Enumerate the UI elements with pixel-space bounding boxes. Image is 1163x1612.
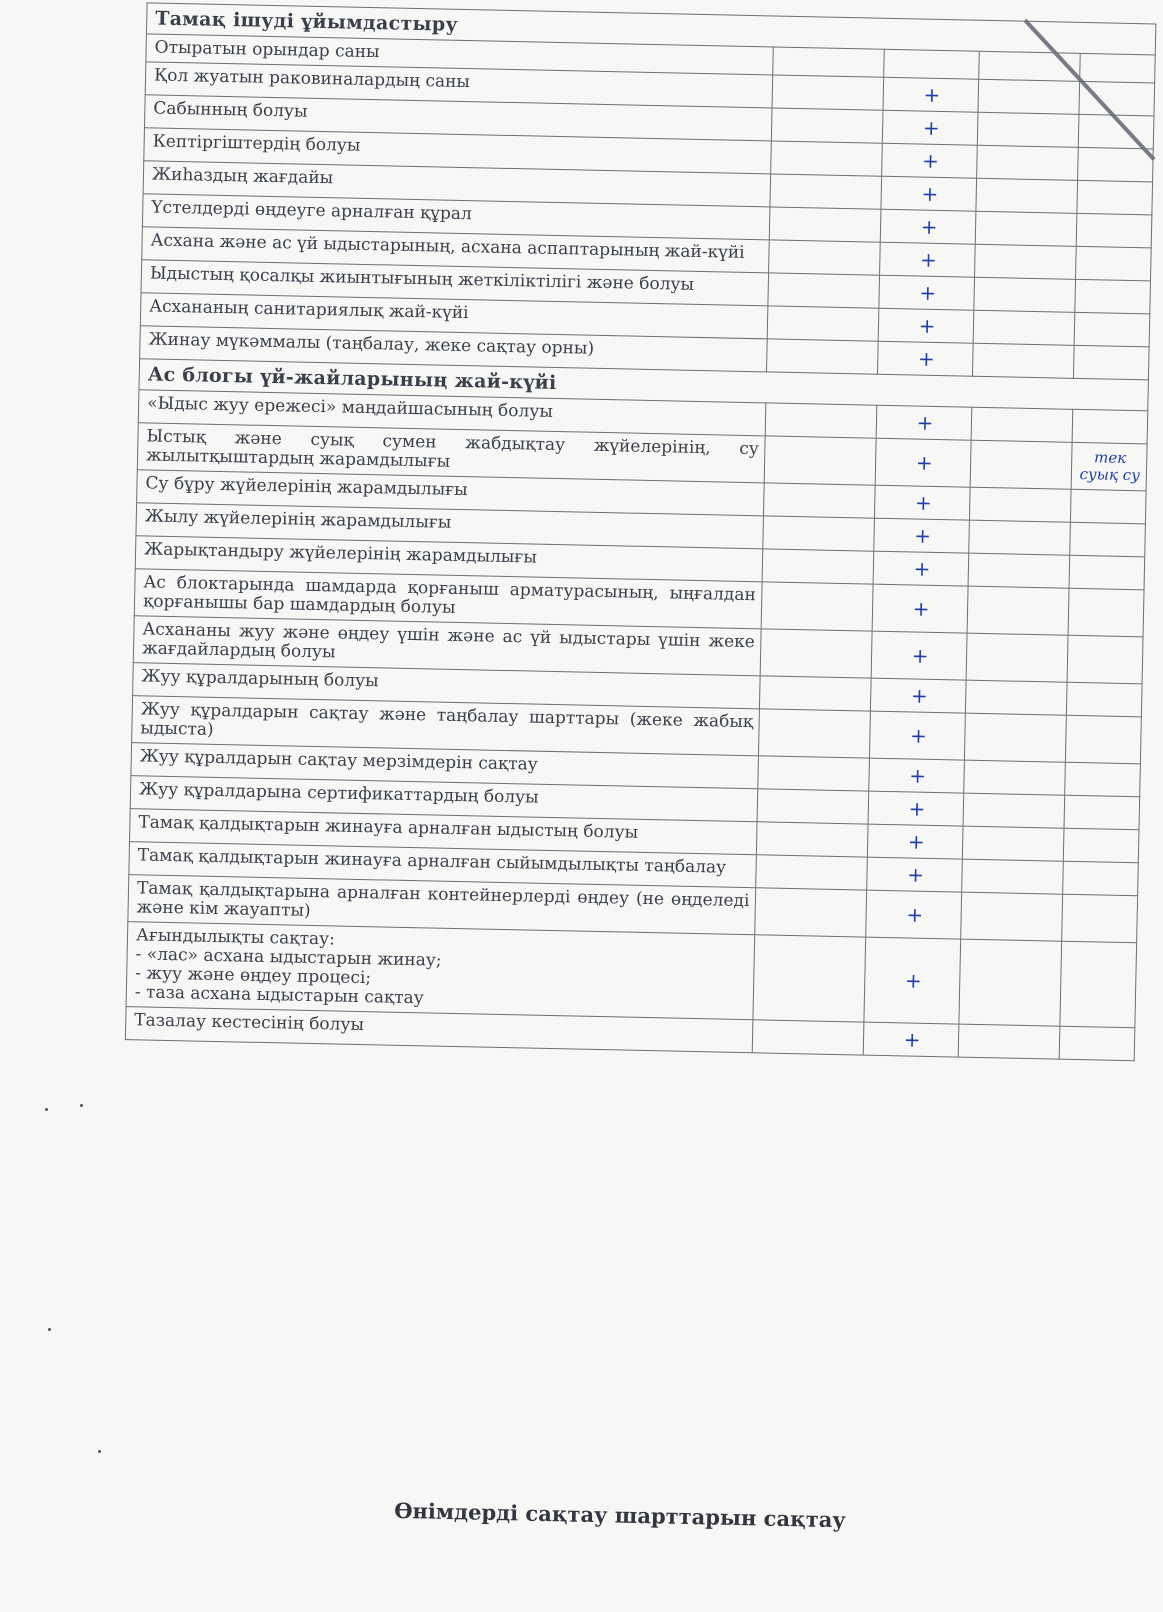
criterion-text: Тазалау кестесінің болуы (125, 1007, 753, 1053)
handwritten-plus-mark: + (917, 346, 936, 371)
criterion-text: Ыдыстың қосалқы жиынтығының жеткіліктілігі және болуы (141, 260, 769, 306)
handwritten-plus-mark: + (910, 683, 928, 708)
no-column-cell (770, 207, 881, 242)
footer-section-title: Өнімдерді сақтау шарттарын сақтау (394, 1497, 847, 1533)
notes-column-cell (1066, 682, 1142, 717)
empty-column-cell (976, 211, 1077, 246)
yes-column-cell (867, 824, 963, 859)
criterion-text: Кептіргіштердің болуы (144, 128, 772, 174)
yes-column-cell (884, 49, 980, 79)
notes-column-cell (1065, 715, 1141, 764)
criterion-text: Жинау мүкәммалы (таңбалау, жеке сақтау орны) (140, 326, 768, 372)
section-title: Тамақ ішуді ұйымдастыру (146, 3, 1155, 55)
no-column-cell (767, 339, 878, 374)
criterion-text: Жиһаздың жағдайы (143, 161, 771, 207)
notes-column-cell (1070, 489, 1146, 524)
criterion-text: Асхана және ас үй ыдыстарының, асхана аспаптарының жай-күйі (142, 227, 770, 273)
no-column-cell (759, 709, 870, 758)
empty-column-cell (969, 520, 1070, 555)
handwritten-plus-mark: + (919, 280, 937, 305)
yes-column-cell (875, 438, 971, 487)
empty-column-cell (968, 553, 1069, 588)
notes-column-cell (1069, 522, 1145, 557)
handwritten-plus-mark: + (912, 596, 930, 621)
no-column-cell (758, 756, 869, 791)
no-column-cell (768, 306, 879, 341)
empty-column-cell (963, 826, 1064, 861)
yes-column-cell (874, 485, 970, 520)
criterion-text: Отыратын орындар саны (146, 34, 774, 75)
yes-column-cell (881, 176, 977, 211)
empty-column-cell (963, 793, 1064, 828)
no-column-cell (773, 47, 884, 77)
empty-column-cell (959, 939, 1061, 1026)
notes-column-cell (1059, 1026, 1135, 1061)
yes-column-cell (863, 1022, 959, 1057)
notes-column-cell (1078, 114, 1154, 149)
notes-column-cell (1063, 828, 1139, 863)
handwritten-plus-mark: + (904, 968, 923, 993)
notes-column-cell (1079, 81, 1155, 116)
criterion-text: Жуу құралдарына сертификаттардың болуы (130, 776, 758, 822)
criterion-text: Жуу құралдарын сақтау мерзімдерін сақтау (131, 743, 759, 789)
yes-column-cell (869, 758, 965, 793)
no-column-cell (753, 935, 865, 1022)
handwritten-plus-mark: + (906, 902, 924, 927)
handwritten-plus-mark: + (921, 181, 939, 206)
empty-column-cell (965, 713, 1066, 762)
no-column-cell (756, 855, 867, 890)
yes-column-cell (872, 584, 968, 633)
notes-column-cell (1072, 409, 1148, 444)
no-column-cell (763, 516, 874, 551)
notes-column-cell (1064, 762, 1140, 797)
no-column-cell (768, 273, 879, 308)
notes-column-cell (1076, 213, 1152, 248)
empty-column-cell (966, 633, 1067, 682)
handwritten-plus-mark: + (908, 796, 926, 821)
handwritten-plus-mark: + (920, 214, 938, 239)
no-column-cell (753, 1020, 864, 1055)
handwritten-plus-mark: + (909, 763, 927, 788)
no-column-cell (757, 822, 868, 857)
criterion-text: Жылу жүйелерінің жарамдылығы (136, 503, 764, 549)
criterion-text: Тамақ қалдықтарына арналған контейнерлерді өңдеу (не өңделеді және кім жауапты) (128, 875, 756, 935)
criterion-text: Жарықтандыру жүйелерінің жарамдылығы (135, 536, 763, 582)
handwritten-plus-mark: + (922, 115, 940, 140)
handwritten-plus-mark: + (903, 1027, 921, 1052)
yes-column-cell (879, 275, 975, 310)
scan-speck (98, 1450, 101, 1453)
empty-column-cell (978, 79, 1079, 114)
criterion-text: Ағындылықты сақтау: - «лас» асхана ыдыстарын жинау; - жуу және өңдеу процесі; - таза асхана ыдыстарын сақтау (126, 922, 755, 1020)
handwritten-plus-mark: + (914, 523, 932, 548)
criterion-text: Сабынның болуы (144, 95, 772, 141)
yes-column-cell (877, 341, 973, 376)
empty-column-cell (958, 1024, 1059, 1059)
notes-column-cell (1073, 345, 1149, 380)
scan-speck (48, 1328, 51, 1331)
handwritten-note: тек суық су (1079, 448, 1141, 485)
yes-column-cell (869, 711, 965, 760)
criterion-text: Үстелдерді өңдеуге арналған құрал (142, 194, 770, 240)
yes-column-cell (883, 77, 979, 112)
criterion-text: Жуу құралдарының болуы (133, 663, 761, 709)
notes-column-cell (1064, 795, 1140, 830)
empty-column-cell (967, 586, 1068, 635)
no-column-cell (761, 629, 872, 678)
empty-column-cell (978, 112, 1079, 147)
no-column-cell (766, 403, 877, 438)
empty-column-cell (974, 277, 1075, 312)
criterion-text: Қол жуатын раковиналардың саны (145, 62, 773, 108)
no-column-cell (763, 549, 874, 584)
no-column-cell (773, 75, 884, 110)
checklist-table (125, 2, 1157, 1061)
no-column-cell (770, 174, 881, 209)
no-column-cell (764, 483, 875, 518)
notes-column-cell (1077, 147, 1153, 182)
empty-column-cell (975, 244, 1076, 279)
yes-column-cell (880, 209, 976, 244)
yes-column-cell (878, 308, 974, 343)
handwritten-plus-mark: + (919, 247, 938, 272)
handwritten-plus-mark: + (916, 410, 934, 435)
notes-column-cell (1074, 312, 1150, 347)
notes-column-cell (1075, 279, 1151, 314)
handwritten-plus-mark: + (921, 148, 940, 173)
empty-column-cell (971, 407, 1072, 442)
empty-column-cell (961, 892, 1062, 941)
yes-column-cell (864, 937, 961, 1024)
yes-column-cell (879, 242, 975, 277)
no-column-cell (772, 108, 883, 143)
notes-column-cell (1077, 180, 1153, 215)
notes-column-cell (1068, 588, 1144, 637)
no-column-cell (771, 141, 882, 176)
handwritten-plus-mark: + (915, 450, 933, 475)
criterion-text: Тамақ қалдықтарын жинауға арналған ыдыстың болуы (130, 809, 758, 855)
empty-column-cell (973, 310, 1074, 345)
no-column-cell (765, 436, 876, 485)
checklist-body (125, 3, 1155, 1061)
yes-column-cell (871, 631, 967, 680)
empty-column-cell (970, 487, 1071, 522)
empty-column-cell (973, 343, 1074, 378)
empty-column-cell (977, 145, 1078, 180)
yes-column-cell (868, 791, 964, 826)
criterion-text: Асхананы жуу және өңдеу үшін және ас үй ыдыстары үшін жеке жағдайлардың болуы (133, 616, 761, 676)
yes-column-cell (874, 518, 970, 553)
empty-column-cell (976, 178, 1077, 213)
notes-column-cell (1060, 941, 1137, 1028)
no-column-cell (760, 676, 871, 711)
no-column-cell (762, 582, 873, 631)
empty-column-cell (964, 760, 1065, 795)
no-column-cell (769, 240, 880, 275)
notes-column-cell (1061, 894, 1137, 943)
yes-column-cell (866, 890, 962, 939)
notes-column-cell (1075, 246, 1151, 281)
empty-column-cell (970, 440, 1071, 489)
notes-column-cell (1067, 635, 1143, 684)
yes-column-cell (876, 405, 972, 440)
no-column-cell (755, 888, 866, 937)
empty-column-cell (962, 859, 1063, 894)
section-title: Ас блогы үй-жайларының жай-күйі (139, 359, 1148, 411)
yes-column-cell (882, 143, 978, 178)
criterion-text: Ыстық және суық сумен жабдықтау жүйелерінің, су жылытқыштардың жарамдылығы (137, 423, 765, 483)
empty-column-cell (966, 680, 1067, 715)
criterion-text: Асхананың санитариялық жай-күйі (140, 293, 768, 339)
criterion-text: «Ыдыс жуу ережесі» маңдайшасының болуы (138, 390, 766, 436)
criterion-text: Тамақ қалдықтарын жинауға арналған сыйымдылықты таңбалау (129, 842, 757, 888)
handwritten-plus-mark: + (911, 643, 929, 668)
yes-column-cell (870, 678, 966, 713)
notes-column-cell (1079, 53, 1155, 83)
handwritten-plus-mark: + (913, 556, 931, 581)
handwritten-plus-mark: + (907, 829, 925, 854)
yes-column-cell (873, 551, 969, 586)
no-column-cell (758, 789, 869, 824)
notes-column-cell (1069, 555, 1145, 590)
criterion-text: Ас блоктарында шамдарда қорғаныш арматурасының, ыңғалдан қорғанышы бар шамдардың болуы (134, 569, 762, 629)
scan-speck (45, 1108, 48, 1111)
handwritten-plus-mark: + (909, 723, 928, 748)
yes-column-cell (867, 857, 963, 892)
handwritten-plus-mark: + (906, 862, 925, 887)
handwritten-plus-mark: + (918, 313, 936, 338)
scan-speck (80, 1104, 83, 1107)
handwritten-plus-mark: + (914, 490, 933, 515)
empty-column-cell (979, 51, 1080, 81)
notes-column-cell (1062, 861, 1138, 896)
yes-column-cell (882, 110, 978, 145)
notes-column-cell (1071, 442, 1147, 491)
handwritten-plus-mark: + (923, 82, 941, 107)
criterion-text: Су бұру жүйелерінің жарамдылығы (137, 470, 765, 516)
criterion-text: Жуу құралдарын сақтау және таңбалау шарттары (жеке жабық ыдыста) (132, 696, 760, 756)
